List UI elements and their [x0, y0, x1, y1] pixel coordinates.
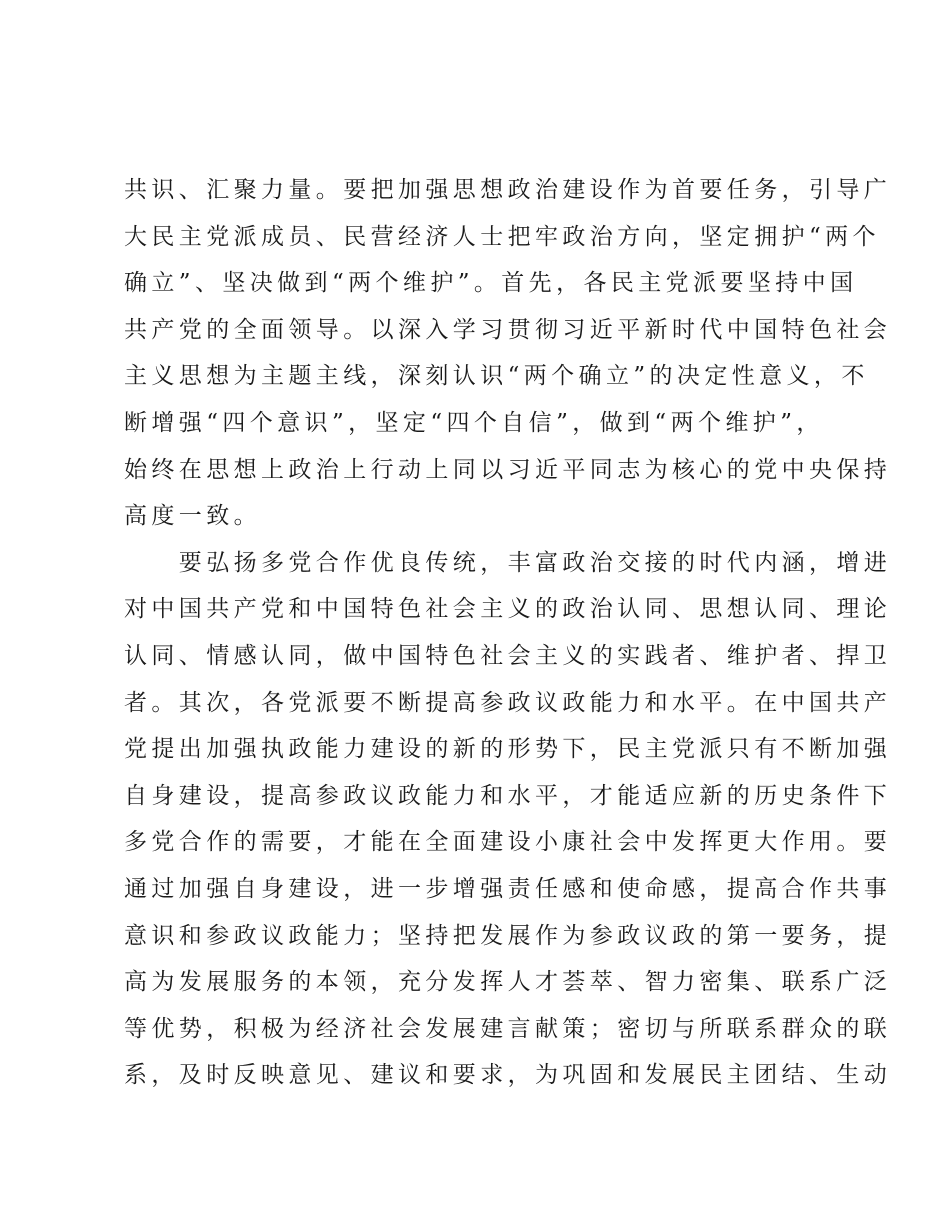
- text-line: 主义思想为主题主线，深刻认识“两个确立”的决定性意义，不: [124, 363, 869, 390]
- document-body: [124, 167, 892, 1099]
- text-line: 确立”、坚决做到“两个维护”。首先，各民主党派要坚持中国: [124, 270, 858, 297]
- text-line: 大民主党派成员、民营经济人士把牢政治方向，坚定拥护“两个: [124, 223, 880, 250]
- paragraph: [124, 167, 892, 540]
- text-line: 高为发展服务的本领，充分发挥人才荟萃、智力密集、联系广泛: [124, 969, 892, 996]
- text-line: 认同、情感认同，做中国特色社会主义的实践者、维护者、捍卫: [124, 642, 892, 669]
- paragraph: [124, 540, 892, 1099]
- text-line: 党提出加强执政能力建设的新的形势下，民主党派只有不断加强: [124, 736, 892, 763]
- text-line: 等优势，积极为经济社会发展建言献策；密切与所联系群众的联: [124, 1015, 892, 1042]
- text-line: 始终在思想上政治上行动上同以习近平同志为核心的党中央保持: [124, 456, 892, 483]
- text-line: 意识和参政议政能力；坚持把发展作为参政议政的第一要务，提: [124, 922, 892, 949]
- text-line: 对中国共产党和中国特色社会主义的政治认同、思想认同、理论: [124, 596, 892, 623]
- text-line: 断增强“四个意识”，坚定“四个自信”，做到“两个维护”，: [124, 409, 824, 436]
- text-line: 共产党的全面领导。以深入学习贯彻习近平新时代中国特色社会: [124, 316, 892, 343]
- text-line: 多党合作的需要，才能在全面建设小康社会中发挥更大作用。要: [124, 829, 892, 856]
- text-line: 自身建设，提高参政议政能力和水平，才能适应新的历史条件下: [124, 782, 892, 809]
- text-line: 系，及时反映意见、建议和要求，为巩固和发展民主团结、生动: [124, 1062, 892, 1089]
- text-line: 共识、汇聚力量。要把加强思想政治建设作为首要任务，引导广: [124, 177, 892, 203]
- text-line: 通过加强自身建设，进一步增强责任感和使命感，提高合作共事: [124, 875, 892, 902]
- text-line: 高度一致。: [124, 503, 261, 530]
- text-line: 要弘扬多党合作优良传统，丰富政治交接的时代内涵，增进: [124, 549, 892, 576]
- text-line: 者。其次，各党派要不断提高参政议政能力和水平。在中国共产: [124, 689, 892, 716]
